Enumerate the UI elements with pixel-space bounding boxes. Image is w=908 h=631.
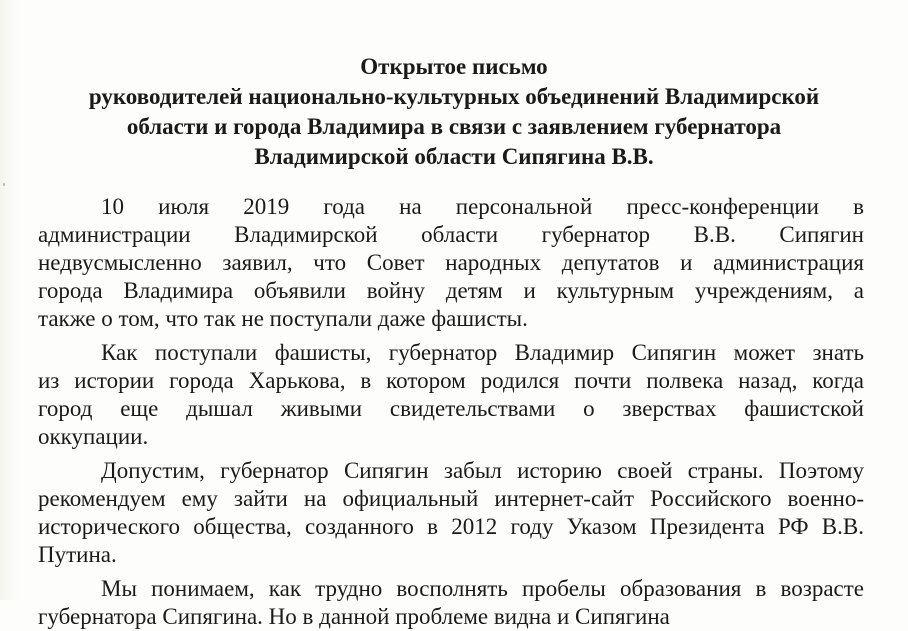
title-line-1: Открытое письмо (360, 54, 548, 79)
title-line-3: области и города Владимира в связи с заявлением губернатора (126, 114, 782, 139)
paragraph-line: также о том, что так не поступали даже фашисты. (38, 306, 528, 331)
paragraph-line: город еще дышал живыми свидетельствами о зверствах фашистской (38, 396, 864, 421)
paragraph-line: администрации Владимирской области губернатор В.В. Сипягин (38, 222, 864, 247)
paragraph-line-cut: губернатора Сипягина. Но в данной проблеме видна и Сипягина (38, 604, 670, 629)
paragraph-line: Мы понимаем, как трудно восполнять пробелы образования в возрасте (101, 576, 864, 601)
paragraph-line: 10 июля 2019 года на персональной пресс-конференции в (101, 194, 864, 219)
paragraph-line: недвусмысленно заявил, что Совет народных депутатов и администрация (38, 250, 864, 275)
scan-speck (3, 183, 5, 186)
paragraph-line: исторического общества, созданного в 2012 году Указом Президента РФ В.В. (38, 514, 864, 539)
paragraph-line: оккупации. (38, 424, 149, 449)
title-line-2: руководителей национально-культурных объединений Владимирской (88, 84, 820, 109)
paragraph-3 (38, 457, 864, 569)
letter-body (38, 193, 864, 627)
paragraph-line: Как поступали фашисты, губернатор Владимир Сипягин может знать (101, 340, 864, 365)
paragraph-line: Допустим, губернатор Сипягин забыл историю своей страны. Поэтому (101, 458, 864, 483)
paragraph-line: рекомендуем ему зайти на официальный интернет-сайт Российского военно- (38, 486, 864, 511)
paragraph-2 (38, 339, 864, 451)
paragraph-line: города Владимира объявили войну детям и культурным учреждениям, а (38, 278, 864, 303)
paragraph-line: Путина. (38, 542, 117, 567)
paragraph-line: из истории города Харькова, в котором родился почти полвека назад, когда (38, 368, 864, 393)
paragraph-4 (38, 575, 864, 629)
title-line-4: Владимирской области Сипягина В.В. (254, 144, 654, 169)
paragraph-1 (38, 193, 864, 333)
letter-title (40, 52, 868, 172)
